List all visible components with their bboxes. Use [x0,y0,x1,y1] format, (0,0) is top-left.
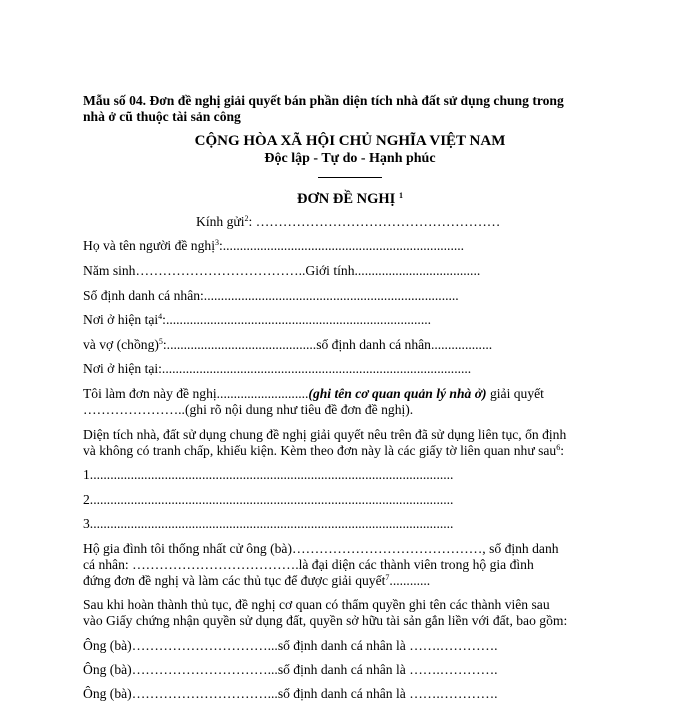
statement-line-1: Diện tích nhà, đất sử dụng chung đề nghị giải quyết nêu trên đã sử dụng liên tục, ổn định [83,427,567,442]
current-address-line: Nơi ở hiện tại$^4$:.............................................................................. [83,312,432,327]
applicant-name-line: Họ và tên người đề nghị$^3$:....................................................................... [83,238,465,253]
certificate-line-2: vào Giấy chứng nhận quyền sử dụng đất, quyền sở hữu tài sản gắn liền với đất, bao gồm: [83,613,568,628]
document-heading: ĐƠN ĐỀ NGHỊ $^1$ [297,191,403,207]
request-line-2: …………………..(ghi rõ nội dung như tiêu đề đơn đề nghị). [83,402,414,417]
certificate-line-1: Sau khi hoàn thành thủ tục, đề nghị cơ quan có thẩm quyền ghi tên các thành viên sau [83,597,550,612]
attachment-item-2: 2........................................................................................................... [83,492,454,507]
national-motto: Độc lập - Tự do - Hạnh phúc [264,151,436,166]
household-line-3: đứng đơn đề nghị và làm các thủ tục để được giải quyết$^7$............ [83,573,431,588]
national-title: CỘNG HÒA XÃ HỘI CHỦ NGHĨA VIỆT NAM [194,133,506,149]
spouse-address-line: Nơi ở hiện tại:........................................................................................... [83,361,472,376]
header-separator [318,177,382,178]
household-line-2: cá nhân: ……………………………….là đại diện các thành viên trong hộ gia đình [83,557,534,572]
recipient-line: Kính gửi$^2$: ……………………………………………… [196,214,501,229]
form-title-line-2: nhà ở cũ thuộc tài sản công [83,109,241,124]
request-line-1: Tôi làm đơn này đề nghị...........................(ghi tên cơ quan quản lý nhà ở) giải quyết [83,386,544,401]
member-line: Ông (bà)…………………………...số định danh cá nhân là …….…………. [83,662,498,677]
spouse-line: và vợ (chồng)$^5$:............................................số định danh cá nhân.................. [83,337,493,352]
attachment-item-3: 3........................................................................................................... [83,516,454,531]
attachment-item-1: 1........................................................................................................... [83,467,454,482]
statement-line-2: và không có tranh chấp, khiếu kiện. Kèm theo đơn này là các giấy tờ liên quan như sau$^6$: [83,443,565,458]
member-line: Ông (bà)…………………………...số định danh cá nhân là …….…………. [83,638,498,653]
birth-year-line: Năm sinh………………………………..Giới tính..................................... [83,263,481,278]
personal-id-line: Số định danh cá nhân:........................................................................... [83,288,459,303]
form-title-line-1: Mẫu số 04. Đơn đề nghị giải quyết bán phần diện tích nhà đất sử dụng chung trong [83,93,564,108]
household-line-1: Hộ gia đình tôi thống nhất cử ông (bà)……………………………………, số định danh [83,541,559,556]
member-line: Ông (bà)…………………………...số định danh cá nhân là …….…………. [83,686,498,701]
